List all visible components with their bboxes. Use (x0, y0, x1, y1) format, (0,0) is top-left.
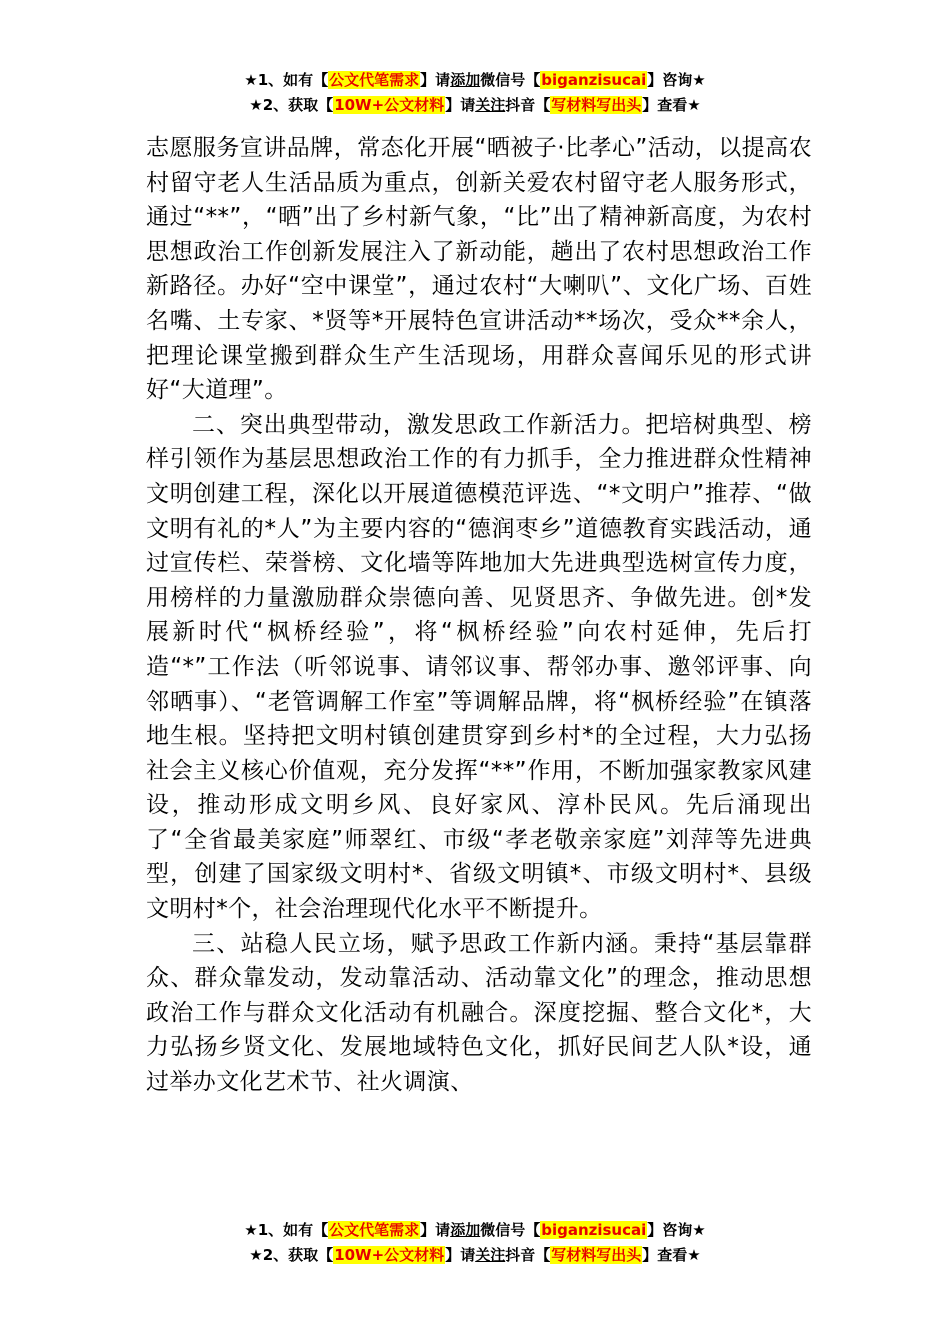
paragraph: 三、站稳人民立场，赋予思政工作新内涵。秉持“基层靠群众、群众靠发动，发动靠活动、活动靠文化”的理念，推动思想政治工作与群众文化活动有机融合。深度挖掘、整合文化*，大力弘扬乡贤文化、发展地域特色文化，抓好民间艺人队*设，通过举办文化艺术节、社火调演、 (146, 930, 812, 1096)
banner-highlight: 公文代笔需求 (329, 71, 420, 89)
banner-text: 】请 (420, 1221, 451, 1239)
banner-text: 】请 (445, 96, 476, 114)
banner-text: ★1、如有【 (244, 1221, 329, 1239)
banner-text: 】请 (445, 1246, 476, 1264)
paragraph: 志愿服务宣讲品牌，常态化开展“晒被子·比孝心”活动，以提高农村留守老人生活品质为重点，创新关爱农村留守老人服务形式，通过“**”，“晒”出了乡村新气象，“比”出了精神新高度，为农村思想政治工作创新发展注入了新动能，趟出了农村思想政治工作新路径。办好“空中课堂”，通过农村“大喇叭”、文化广场、百姓名嘴、土专家、*贤等*开展特色宣讲活动**场次，受众**余人，把理论课堂搬到群众生产生活现场，用群众喜闻乐见的形式讲好“大道理”。 (146, 135, 812, 404)
banner-text: 】咨询★ (647, 1221, 706, 1239)
banner-text: ★2、获取【 (249, 1246, 334, 1264)
banner-text: 】咨询★ (647, 71, 706, 89)
banner-line-1 (0, 68, 950, 93)
banner-text: 微信号【 (480, 71, 541, 89)
banner-highlight: biganzisucai (541, 1221, 647, 1239)
banner-highlight: 10W+公文材料 (334, 96, 445, 114)
banner-highlight: 10W+公文材料 (334, 1246, 445, 1264)
banner-underline: 关注 (475, 96, 506, 114)
banner-line-2 (0, 93, 950, 118)
body-text (146, 131, 812, 1100)
banner-text: 抖音【 (505, 1246, 551, 1264)
banner-text: ★1、如有【 (244, 71, 329, 89)
banner-highlight: 公文代笔需求 (329, 1221, 420, 1239)
banner-highlight: 写材料写出头 (551, 96, 642, 114)
banner-underline: 添加 (450, 71, 481, 89)
banner-underline: 添加 (450, 1221, 481, 1239)
banner-text: 】请 (420, 71, 451, 89)
paragraph: 二、突出典型带动，激发思政工作新活力。把培树典型、榜样引领作为基层思想政治工作的有力抓手，全力推进群众性精神文明创建工程，深化以开展道德模范评选、“*文明户”推荐、“做文明有礼的*人”为主要内容的“德润枣乡”道德教育实践活动，通过宣传栏、荣誉榜、文化墙等阵地加大先进典型选树宣传力度，用榜样的力量激励群众崇德向善、见贤思齐、争做先进。创*发展新时代“枫桥经验”，将“枫桥经验”向农村延伸，先后打造“*”工作法（听邻说事、请邻议事、帮邻办事、邀邻评事、向邻晒事）、“老管调解工作室”等调解品牌，将“枫桥经验”在镇落地生根。坚持把文明村镇创建贯穿到乡村*的全过程，大力弘扬社会主义核心价值观，充分发挥“**”作用，不断加强家教家风建设，推动形成文明乡风、良好家风、淳朴民风。先后涌现出了“全省最美家庭”师翠红、市级“孝老敬亲家庭”刘萍等先进典型，创建了国家级文明村*、省级文明镇*、市级文明村*、县级文明村*个，社会治理现代化水平不断提升。 (146, 411, 812, 923)
banner-highlight: biganzisucai (541, 71, 647, 89)
banner-underline: 关注 (475, 1246, 506, 1264)
banner-highlight: 写材料写出头 (551, 1246, 642, 1264)
banner-text: 微信号【 (480, 1221, 541, 1239)
banner-line-2 (0, 1243, 950, 1268)
footer-banner (0, 1218, 950, 1268)
banner-text: 】查看★ (642, 96, 701, 114)
banner-line-1 (0, 1218, 950, 1243)
banner-text: 】查看★ (642, 1246, 701, 1264)
banner-text: 抖音【 (505, 96, 551, 114)
banner-text: ★2、获取【 (249, 96, 334, 114)
header-banner (0, 68, 950, 118)
